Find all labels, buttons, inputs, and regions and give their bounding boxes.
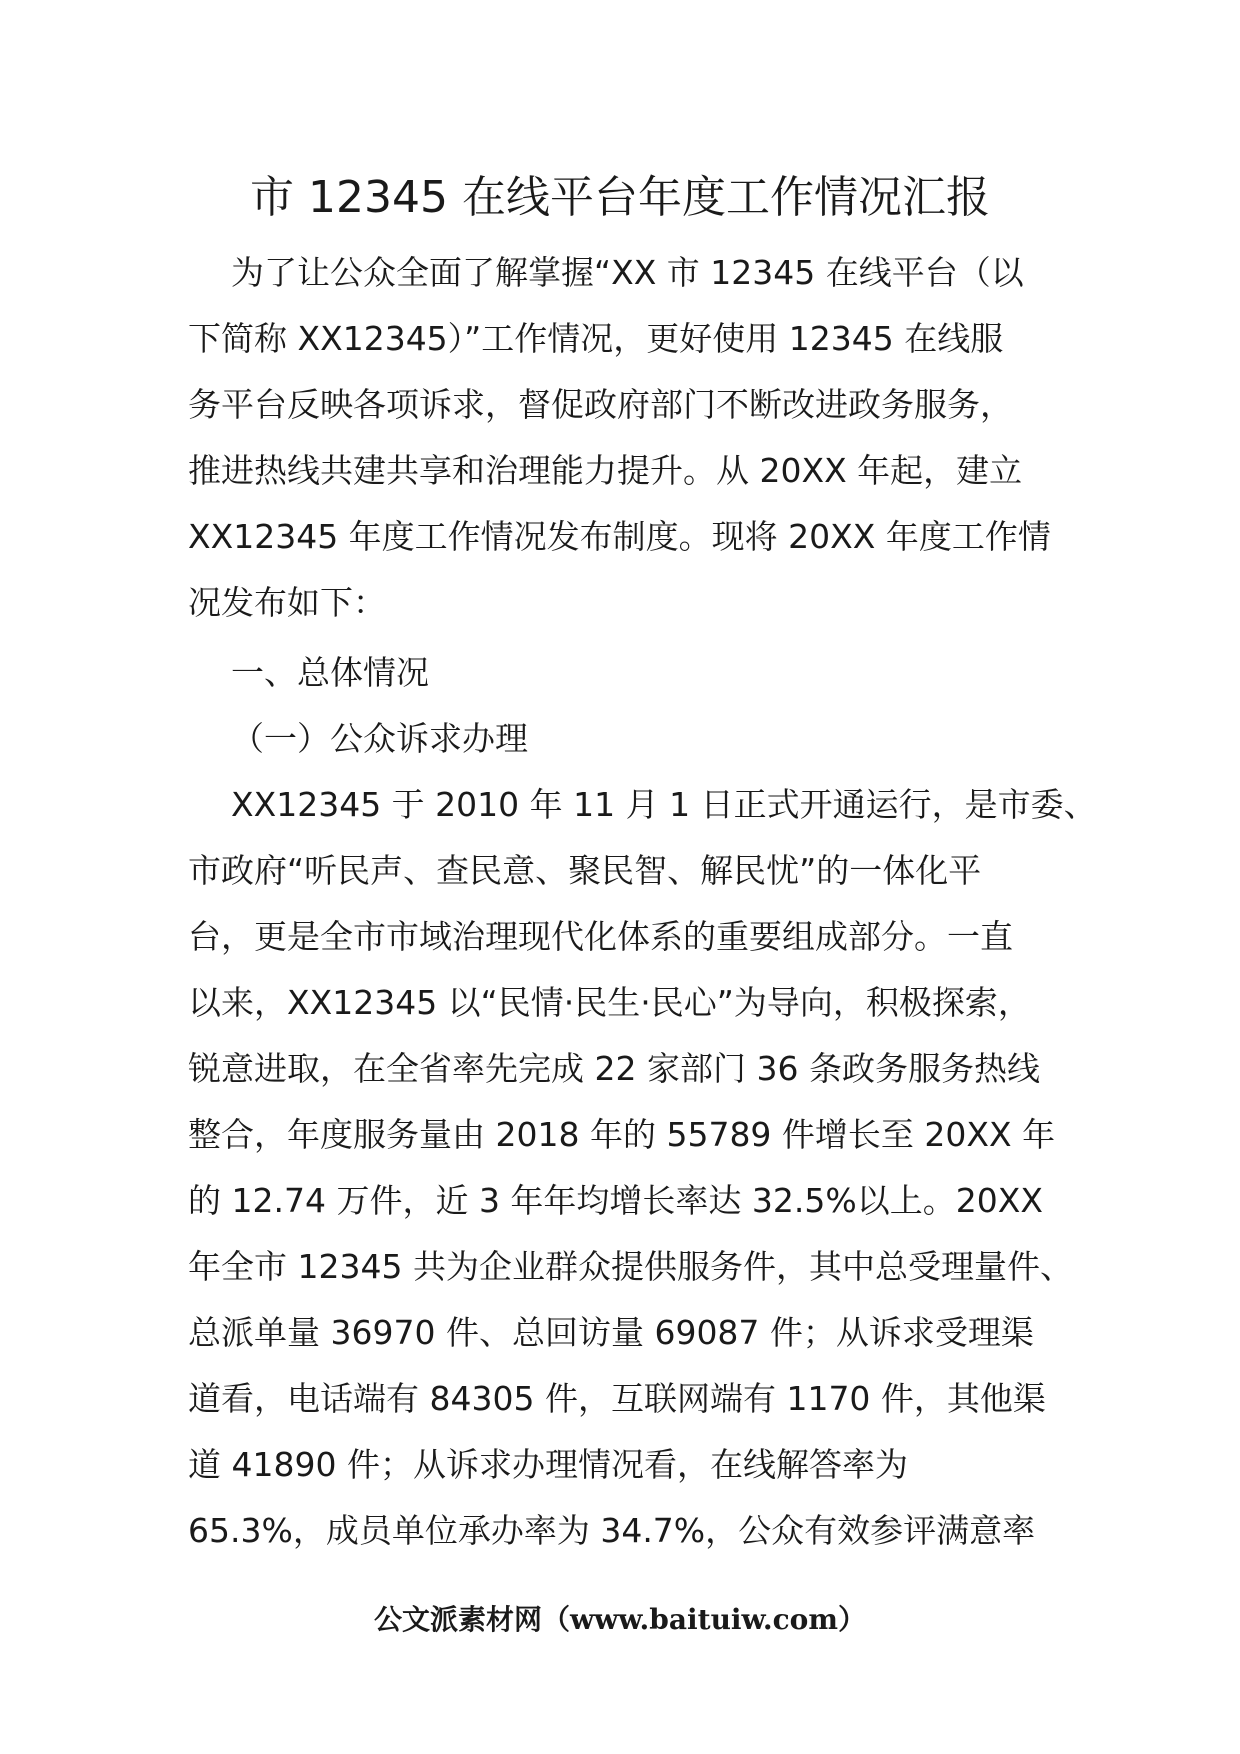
paragraph-line: XX12345 于 2010 年 11 月 1 日正式开通运行，是市委、	[231, 785, 1097, 824]
paragraph-line: 为了让公众全面了解掌握“XX 市 12345 在线平台（以	[231, 253, 1024, 292]
section-heading: 一、总体情况	[231, 653, 429, 692]
footer-watermark: 公文派素材网（www.baituiw.com）	[374, 1603, 866, 1636]
paragraph-line: XX12345 年度工作情况发布制度。现将 20XX 年度工作情	[188, 517, 1051, 556]
paragraph-line: 锐意进取，在全省率先完成 22 家部门 36 条政务服务热线	[188, 1049, 1040, 1088]
document-title: 市 12345 在线平台年度工作情况汇报	[250, 172, 990, 223]
document-body	[188, 240, 1097, 1564]
subsection-heading: （一）公众诉求办理	[231, 719, 528, 758]
paragraph-line: 推进热线共建共享和治理能力提升。从 20XX 年起，建立	[188, 451, 1023, 490]
paragraph-line: 的 12.74 万件，近 3 年年均增长率达 32.5%以上。20XX	[188, 1181, 1043, 1220]
paragraph-line: 道 41890 件；从诉求办理情况看，在线解答率为	[188, 1445, 908, 1484]
paragraph-line: 下简称 XX12345）”工作情况，更好使用 12345 在线服	[188, 319, 1004, 358]
paragraph-line: 以来，XX12345 以“民情·民生·民心”为导向，积极探索，	[188, 983, 1031, 1022]
paragraph-line: 年全市 12345 共为企业群众提供服务件，其中总受理量件、	[188, 1247, 1073, 1286]
paragraph-line: 务平台反映各项诉求，督促政府部门不断改进政务服务，	[188, 385, 1013, 424]
paragraph-line: 整合，年度服务量由 2018 年的 55789 件增长至 20XX 年	[188, 1115, 1056, 1154]
paragraph-line: 总派单量 36970 件、总回访量 69087 件；从诉求受理渠	[188, 1313, 1034, 1352]
paragraph-line: 市政府“听民声、查民意、聚民智、解民忧”的一体化平	[188, 851, 982, 890]
paragraph-line: 65.3%，成员单位承办率为 34.7%，公众有效参评满意率	[188, 1511, 1036, 1550]
paragraph-line: 道看，电话端有 84305 件，互联网端有 1170 件，其他渠	[188, 1379, 1046, 1418]
paragraph-line: 况发布如下：	[188, 583, 386, 622]
paragraph-line: 台，更是全市市域治理现代化体系的重要组成部分。一直	[188, 917, 1013, 956]
